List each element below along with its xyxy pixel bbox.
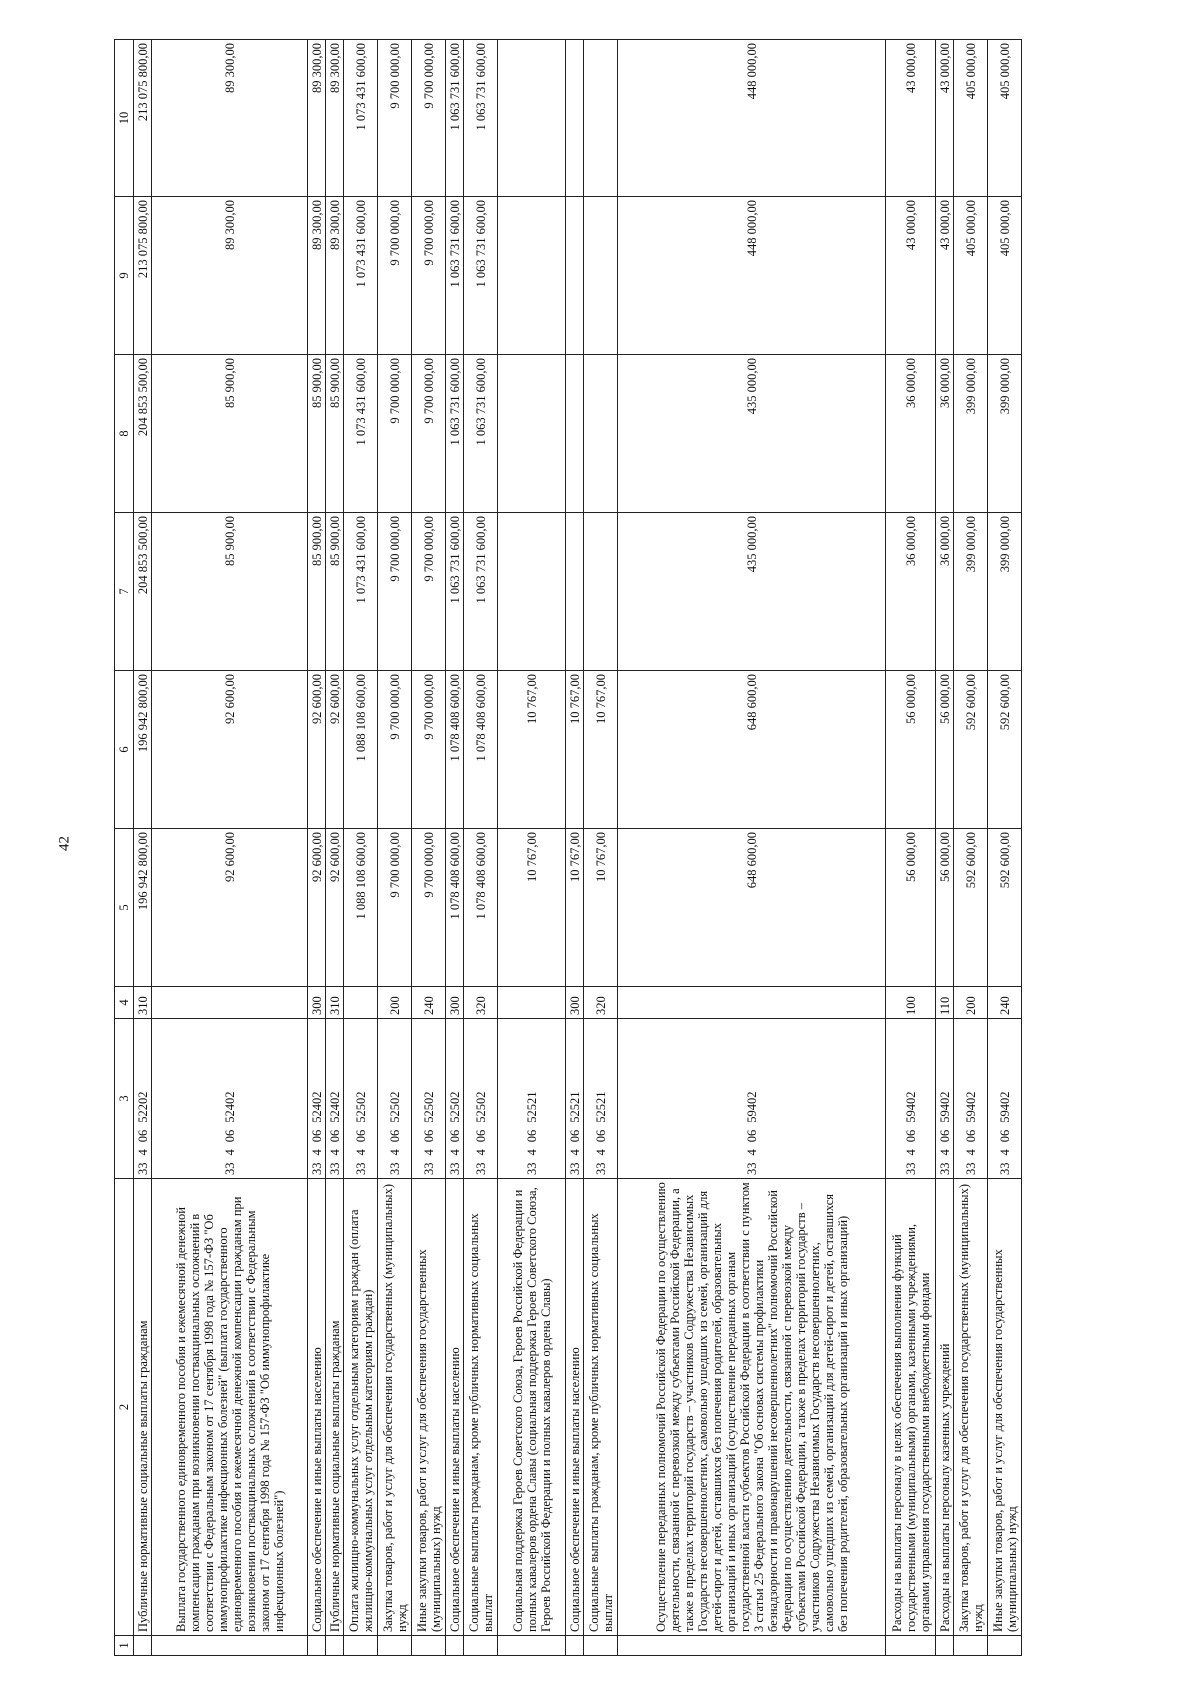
amount-cell: 9 700 000,00 [378,671,412,829]
code-part: 06 [744,1129,759,1143]
amount-cell: 399 000,00 [988,355,1022,513]
empty-cell [954,1636,988,1656]
code-part: 06 [473,1129,488,1143]
amount-cell: 89 300,00 [152,40,308,197]
amount-cell [566,40,584,197]
code-part: 4 [421,1149,436,1156]
amount-cell: 1 078 408 600,00 [464,829,498,987]
code-part: 33 [473,1162,488,1175]
header-row [115,40,134,1656]
code-part: 4 [309,1149,324,1156]
amount-cell: 1 073 431 600,00 [344,513,378,671]
code-part: 06 [524,1129,539,1143]
row-code [886,1019,936,1179]
table-row [618,40,886,1656]
amount-cell: 1 063 731 600,00 [446,197,464,355]
code-part: 4 [937,1149,952,1156]
amount-cell: 1 063 731 600,00 [464,40,498,197]
row-name: Публичные нормативные социальные выплаты гражданам [134,1179,152,1636]
row-code [464,1019,498,1179]
empty-cell [308,1636,326,1656]
code-group [448,1022,462,1175]
amount-cell: 85 900,00 [308,513,326,671]
code-part: 33 [937,1162,952,1175]
expense-type-code: 300 [308,987,326,1019]
table-row [954,40,988,1656]
table-row [566,40,584,1656]
header-cell: 7 [115,513,134,671]
amount-cell: 92 600,00 [308,671,326,829]
row-code [954,1019,988,1179]
amount-cell: 89 300,00 [152,197,308,355]
row-code [618,1019,886,1179]
row-name: Расходы на выплаты персоналу казенных учреждений [936,1179,954,1636]
amount-cell: 399 000,00 [954,355,988,513]
amount-cell: 10 767,00 [566,829,584,987]
expense-type-code [344,987,378,1019]
amount-cell [584,355,618,513]
table-row [498,40,566,1656]
amount-cell: 1 078 408 600,00 [446,829,464,987]
code-part: 06 [997,1129,1012,1143]
amount-cell: 92 600,00 [326,671,344,829]
row-code [134,1019,152,1179]
empty-cell [618,1636,886,1656]
code-part: 33 [353,1162,368,1175]
amount-cell: 92 600,00 [152,829,308,987]
code-part: 52402 [309,1091,324,1123]
code-part: 33 [447,1162,462,1175]
amount-cell [566,197,584,355]
code-part: 06 [222,1129,237,1143]
code-part: 4 [963,1149,978,1156]
table-row [886,40,936,1656]
amount-cell: 9 700 000,00 [412,829,446,987]
amount-cell: 1 063 731 600,00 [446,355,464,513]
code-part: 33 [903,1162,918,1175]
row-code [152,1019,308,1179]
expense-type-code: 320 [584,987,618,1019]
code-part: 4 [524,1149,539,1156]
amount-cell: 405 000,00 [954,197,988,355]
amount-cell: 1 063 731 600,00 [446,513,464,671]
table-row [308,40,326,1656]
table-row [152,40,308,1656]
empty-cell [988,1636,1022,1656]
code-part: 59402 [937,1091,952,1123]
amount-cell [584,513,618,671]
amount-cell: 1 073 431 600,00 [344,197,378,355]
code-part: 33 [387,1162,402,1175]
code-part: 4 [744,1149,759,1156]
amount-cell: 213 075 800,00 [134,40,152,197]
table-row [344,40,378,1656]
expense-type-code [498,987,566,1019]
code-group [422,1022,436,1175]
code-part: 52521 [567,1091,582,1123]
code-part: 33 [222,1162,237,1175]
amount-cell: 1 088 108 600,00 [344,671,378,829]
code-group [964,1022,978,1175]
amount-cell: 10 767,00 [498,829,566,987]
code-part: 33 [744,1162,759,1175]
code-part: 52402 [222,1091,237,1123]
row-name: Оплата жилищно-коммунальных услуг отдельным категориям граждан (оплата жилищно-коммунальных услуг отдельным категориям граждан) [344,1179,378,1636]
amount-cell: 85 900,00 [308,355,326,513]
amount-cell: 648 600,00 [618,671,886,829]
table-row [326,40,344,1656]
amount-cell: 9 700 000,00 [378,829,412,987]
code-part: 06 [937,1129,952,1143]
amount-cell: 36 000,00 [936,513,954,671]
amount-cell: 1 063 731 600,00 [464,197,498,355]
expense-type-code: 100 [886,987,936,1019]
amount-cell: 9 700 000,00 [412,355,446,513]
row-name: Социальные выплаты гражданам, кроме публичных нормативных социальных выплат [584,1179,618,1636]
code-group [354,1022,368,1175]
amount-cell: 89 300,00 [308,197,326,355]
code-part: 52502 [473,1091,488,1123]
header-cell: 10 [115,40,134,197]
row-code [936,1019,954,1179]
code-group [594,1022,608,1175]
table-row [378,40,412,1656]
amount-cell: 43 000,00 [936,197,954,355]
empty-cell [566,1636,584,1656]
code-part: 52521 [524,1091,539,1123]
code-part: 52502 [387,1091,402,1123]
amount-cell: 405 000,00 [988,40,1022,197]
amount-cell: 1 063 731 600,00 [464,513,498,671]
row-name: Социальное обеспечение и иные выплаты населению [566,1179,584,1636]
table-row [412,40,446,1656]
amount-cell: 43 000,00 [886,197,936,355]
row-name: Иные закупки товаров, работ и услуг для обеспечения государственных (муниципальных) нужд [412,1179,446,1636]
expense-type-code: 310 [134,987,152,1019]
row-code [498,1019,566,1179]
amount-cell [498,513,566,671]
amount-cell: 9 700 000,00 [378,197,412,355]
amount-cell: 56 000,00 [886,671,936,829]
amount-cell: 592 600,00 [988,671,1022,829]
amount-cell [498,355,566,513]
row-code [566,1019,584,1179]
page-number: 42 [56,836,73,851]
expense-type-code [152,987,308,1019]
header-cell: 3 [115,1019,134,1179]
code-part: 06 [353,1129,368,1143]
code-part: 06 [421,1129,436,1143]
empty-cell [446,1636,464,1656]
empty-cell [936,1636,954,1656]
empty-cell [886,1636,936,1656]
empty-cell [412,1636,446,1656]
amount-cell: 399 000,00 [954,513,988,671]
code-part: 52202 [135,1091,150,1123]
code-group [904,1022,918,1175]
code-part: 4 [353,1149,368,1156]
amount-cell: 89 300,00 [326,197,344,355]
table-row [936,40,954,1656]
code-part: 06 [567,1129,582,1143]
amount-cell: 196 942 800,00 [134,829,152,987]
code-group [136,1022,150,1175]
amount-cell: 43 000,00 [886,40,936,197]
row-code [344,1019,378,1179]
header-cell: 1 [115,1636,134,1656]
amount-cell [498,197,566,355]
amount-cell: 9 700 000,00 [412,40,446,197]
code-part: 4 [903,1149,918,1156]
amount-cell: 204 853 500,00 [134,355,152,513]
code-group [388,1022,402,1175]
expense-type-code: 200 [378,987,412,1019]
header-cell: 9 [115,197,134,355]
empty-cell [152,1636,308,1656]
expense-type-code: 300 [446,987,464,1019]
amount-cell: 43 000,00 [936,40,954,197]
code-part: 59402 [963,1091,978,1123]
code-part: 33 [963,1162,978,1175]
amount-cell: 435 000,00 [618,355,886,513]
amount-cell: 10 767,00 [584,829,618,987]
amount-cell: 36 000,00 [886,355,936,513]
code-part: 33 [593,1162,608,1175]
expense-type-code: 240 [412,987,446,1019]
code-part: 4 [473,1149,488,1156]
row-name: Социальные выплаты гражданам, кроме публичных нормативных социальных выплат [464,1179,498,1636]
amount-cell: 10 767,00 [498,671,566,829]
expense-type-code: 240 [988,987,1022,1019]
amount-cell: 196 942 800,00 [134,671,152,829]
code-group [223,1022,237,1175]
amount-cell: 36 000,00 [886,513,936,671]
code-part: 59402 [744,1091,759,1123]
row-name: Закупка товаров, работ и услуг для обеспечения государственных (муниципальных) нужд [378,1179,412,1636]
amount-cell: 1 088 108 600,00 [344,829,378,987]
budget-table [114,39,1022,1656]
row-name: Осуществление переданных полномочий Российской Федерации по осуществлению деятельности, связанной с перевозкой между субъектами Российской Федерации, а также в пределах территорий государств – участников Содружества Независимых Государств несовершеннолетних, самовольно ушедших из семей, организаций для детей-сирот и детей, оставшихся без попечения родителей, образовательных организаций и иных организаций (осуществление переданных органам государственной власти субъектов Российской Федерации в соответствии с пунктом 3 статьи 25 Федерального закона "Об основах системы профилактики безнадзорности и правонарушений несовершеннолетних" полномочий Российской Федерации по осуществлению деятельности, связанной с перевозкой между субъектами Российской Федерации, а также в пределах территорий государств – участников Содружества Независимых Государств несовершеннолетних, самовольно ушедших из семей, организаций для детей-сирот и детей, оставшихся без попечения родителей, образовательных организаций и иных организаций) [618,1179,886,1636]
code-part: 33 [327,1162,342,1175]
amount-cell: 1 073 431 600,00 [344,40,378,197]
code-part: 4 [567,1149,582,1156]
code-group [474,1022,488,1175]
amount-cell: 56 000,00 [936,829,954,987]
code-part: 52521 [593,1091,608,1123]
code-part: 06 [963,1129,978,1143]
row-code [412,1019,446,1179]
empty-cell [134,1636,152,1656]
amount-cell: 592 600,00 [954,829,988,987]
amount-cell: 56 000,00 [936,671,954,829]
amount-cell: 1 073 431 600,00 [344,355,378,513]
amount-cell: 435 000,00 [618,513,886,671]
amount-cell: 56 000,00 [886,829,936,987]
amount-cell: 10 767,00 [584,671,618,829]
table-row [446,40,464,1656]
row-code [988,1019,1022,1179]
amount-cell: 9 700 000,00 [378,40,412,197]
table-row [464,40,498,1656]
header-cell: 8 [115,355,134,513]
code-part: 33 [567,1162,582,1175]
amount-cell: 85 900,00 [326,355,344,513]
expense-type-code: 320 [464,987,498,1019]
amount-cell: 592 600,00 [954,671,988,829]
rotated-page [114,40,1114,1656]
amount-cell: 89 300,00 [326,40,344,197]
expense-type-code [618,987,886,1019]
code-part: 59402 [997,1091,1012,1123]
code-part: 52502 [447,1091,462,1123]
header-cell: 5 [115,829,134,987]
header-cell: 6 [115,671,134,829]
amount-cell: 405 000,00 [954,40,988,197]
code-part: 06 [387,1129,402,1143]
amount-cell: 448 000,00 [618,40,886,197]
header-cell: 2 [115,1179,134,1636]
empty-cell [464,1636,498,1656]
row-code [308,1019,326,1179]
code-group [745,1022,759,1175]
row-code [378,1019,412,1179]
amount-cell: 9 700 000,00 [412,197,446,355]
code-group [525,1022,539,1175]
amount-cell: 92 600,00 [152,671,308,829]
code-group [310,1022,324,1175]
amount-cell: 405 000,00 [988,197,1022,355]
row-name: Расходы на выплаты персоналу в целях обеспечения выполнения функций государственными (муниципальными) органами, казенными учреждениями, органами управления государственными внебюджетными фондами [886,1179,936,1636]
code-part: 33 [421,1162,436,1175]
amount-cell [584,40,618,197]
code-group [328,1022,342,1175]
empty-cell [584,1636,618,1656]
amount-cell [566,513,584,671]
code-part: 4 [135,1149,150,1156]
row-name: Публичные нормативные социальные выплаты гражданам [326,1179,344,1636]
empty-cell [326,1636,344,1656]
row-code [326,1019,344,1179]
code-part: 06 [593,1129,608,1143]
amount-cell [566,355,584,513]
code-group [998,1022,1012,1175]
code-group [568,1022,582,1175]
expense-type-code: 300 [566,987,584,1019]
row-name: Социальная поддержка Героев Советского Союза, Героев Российской Федерации и полных кавалеров ордена Славы (социальная поддержка Героев Советского Союза, Героев Российской Федерации и полных кавалеров ордена Славы) [498,1179,566,1636]
code-part: 4 [997,1149,1012,1156]
amount-cell: 9 700 000,00 [412,671,446,829]
amount-cell: 204 853 500,00 [134,513,152,671]
row-name: Иные закупки товаров, работ и услуг для обеспечения государственных (муниципальных) нужд [988,1179,1022,1636]
amount-cell: 85 900,00 [152,513,308,671]
amount-cell: 213 075 800,00 [134,197,152,355]
code-part: 4 [593,1149,608,1156]
amount-cell: 1 078 408 600,00 [464,671,498,829]
code-part: 4 [327,1149,342,1156]
expense-type-code: 310 [326,987,344,1019]
code-group [938,1022,952,1175]
code-part: 33 [997,1162,1012,1175]
amount-cell: 648 600,00 [618,829,886,987]
code-part: 06 [327,1129,342,1143]
code-part: 33 [309,1162,324,1175]
expense-type-code: 200 [954,987,988,1019]
expense-type-code: 110 [936,987,954,1019]
amount-cell: 92 600,00 [326,829,344,987]
amount-cell: 85 900,00 [326,513,344,671]
table-row [584,40,618,1656]
code-part: 52402 [327,1091,342,1123]
amount-cell: 9 700 000,00 [412,513,446,671]
header-cell: 4 [115,987,134,1019]
row-code [584,1019,618,1179]
empty-cell [344,1636,378,1656]
code-part: 52502 [353,1091,368,1123]
empty-cell [498,1636,566,1656]
row-name: Закупка товаров, работ и услуг для обеспечения государственных (муниципальных) нужд [954,1179,988,1636]
table-row [134,40,152,1656]
code-part: 33 [524,1162,539,1175]
amount-cell: 399 000,00 [988,513,1022,671]
amount-cell: 36 000,00 [936,355,954,513]
amount-cell: 89 300,00 [308,40,326,197]
table-body [115,40,1022,1656]
code-part: 4 [447,1149,462,1156]
amount-cell: 9 700 000,00 [378,355,412,513]
code-part: 33 [135,1162,150,1175]
amount-cell: 9 700 000,00 [378,513,412,671]
amount-cell: 1 063 731 600,00 [446,40,464,197]
code-part: 06 [903,1129,918,1143]
amount-cell [584,197,618,355]
code-part: 4 [222,1149,237,1156]
amount-cell: 85 900,00 [152,355,308,513]
amount-cell: 92 600,00 [308,829,326,987]
row-name: Социальное обеспечение и иные выплаты населению [446,1179,464,1636]
amount-cell: 10 767,00 [566,671,584,829]
row-name: Социальное обеспечение и иные выплаты населению [308,1179,326,1636]
code-part: 59402 [903,1091,918,1123]
amount-cell: 1 078 408 600,00 [446,671,464,829]
amount-cell [498,40,566,197]
code-part: 06 [309,1129,324,1143]
empty-cell [378,1636,412,1656]
code-part: 06 [447,1129,462,1143]
amount-cell: 448 000,00 [618,197,886,355]
row-code [446,1019,464,1179]
amount-cell: 592 600,00 [988,829,1022,987]
amount-cell: 1 063 731 600,00 [464,355,498,513]
table-row [988,40,1022,1656]
code-part: 4 [387,1149,402,1156]
row-name: Выплата государственного единовременного пособия и ежемесячной денежной компенсации гражданам при возникновении поствакцинальных осложнений в соответствии с Федеральным законом от 17 сентября 1998 года № 157-ФЗ "Об иммунопрофилактике инфекционных болезней" (выплата государственного единовременного пособия и ежемесячной денежной компенсации гражданам при возникновении поствакцинальных осложнений в соответствии с Федеральным законом от 17 сентября 1998 года № 157-ФЗ "Об иммунопрофилактике инфекционных болезней") [152,1179,308,1636]
code-part: 06 [135,1129,150,1143]
code-part: 52502 [421,1091,436,1123]
